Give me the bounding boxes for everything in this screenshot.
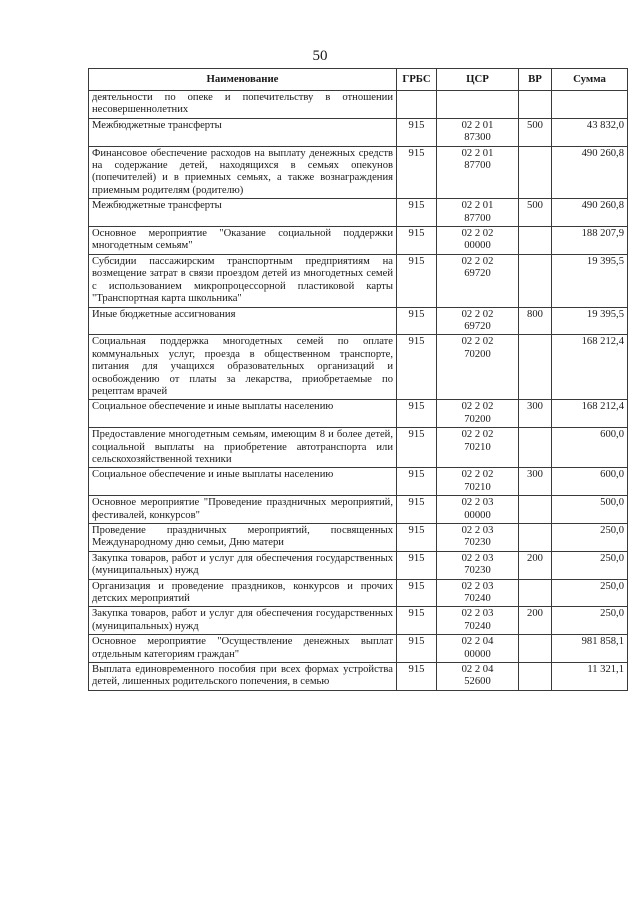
csr-code-part: 02 2 01	[461, 147, 494, 159]
table-row	[89, 496, 628, 524]
csr-code-part: 02 2 02	[461, 469, 494, 481]
cell-csr	[437, 91, 519, 119]
cell-csr	[437, 199, 519, 227]
cell-name: Проведение праздничных мероприятий, посвященных Международному дню семьи, Дню матери	[89, 524, 397, 552]
table-row	[89, 335, 628, 400]
cell-grbs: 915	[397, 635, 437, 663]
cell-sum: 168 212,4	[552, 400, 628, 428]
cell-sum: 250,0	[552, 524, 628, 552]
header-sum: Сумма	[552, 69, 628, 91]
table-row	[89, 468, 628, 496]
csr-code-part: 00000	[464, 509, 491, 521]
cell-grbs: 915	[397, 496, 437, 524]
csr-code-part: 70200	[464, 413, 491, 425]
cell-csr	[437, 551, 519, 579]
cell-csr	[437, 307, 519, 335]
cell-csr	[437, 579, 519, 607]
table-row	[89, 400, 628, 428]
cell-grbs	[397, 91, 437, 119]
cell-vr	[519, 428, 552, 468]
csr-code-part: 02 2 01	[461, 200, 494, 212]
cell-csr	[437, 400, 519, 428]
csr-code-part: 02 2 02	[461, 228, 494, 240]
cell-grbs: 915	[397, 400, 437, 428]
cell-csr	[437, 254, 519, 307]
csr-code-part: 02 2 03	[461, 497, 494, 509]
cell-name: Основное мероприятие "Проведение праздничных мероприятий, фестивалей, конкурсов"	[89, 496, 397, 524]
cell-csr	[437, 428, 519, 468]
cell-csr	[437, 496, 519, 524]
csr-code-part: 70230	[464, 565, 491, 577]
cell-sum: 250,0	[552, 551, 628, 579]
cell-grbs: 915	[397, 551, 437, 579]
table-row	[89, 635, 628, 663]
csr-code-part: 00000	[464, 240, 491, 252]
table-row	[89, 663, 628, 691]
cell-name: Межбюджетные трансферты	[89, 199, 397, 227]
header-grbs: ГРБС	[397, 69, 437, 91]
csr-code-part: 87700	[464, 212, 491, 224]
csr-code-part: 02 2 02	[461, 336, 494, 348]
cell-sum: 981 858,1	[552, 635, 628, 663]
cell-csr	[437, 118, 519, 146]
cell-name: Межбюджетные трансферты	[89, 118, 397, 146]
csr-code-part: 70240	[464, 620, 491, 632]
csr-code-part: 02 2 04	[461, 636, 494, 648]
cell-csr	[437, 635, 519, 663]
cell-name: Субсидии пассажирским транспортным предприятиям на возмещение затрат в связи проездом детей из многодетных семей с использованием микропроцессорной пластиковой карты "Транспортная карта школьника"	[89, 254, 397, 307]
cell-vr	[519, 91, 552, 119]
cell-vr	[519, 254, 552, 307]
cell-name: Социальное обеспечение и иные выплаты населению	[89, 400, 397, 428]
cell-vr: 500	[519, 118, 552, 146]
cell-sum: 600,0	[552, 428, 628, 468]
cell-grbs: 915	[397, 118, 437, 146]
table-row	[89, 307, 628, 335]
cell-vr: 800	[519, 307, 552, 335]
cell-sum: 43 832,0	[552, 118, 628, 146]
cell-name: Основное мероприятие "Оказание социальной поддержки многодетным семьям"	[89, 227, 397, 255]
cell-name: Организация и проведение праздников, конкурсов и прочих детских мероприятий	[89, 579, 397, 607]
table-row	[89, 227, 628, 255]
cell-name: Предоставление многодетным семьям, имеющим 8 и более детей, социальной выплаты на приобретение автотранспорта или сельскохозяйственной техники	[89, 428, 397, 468]
cell-name: Социальная поддержка многодетных семей по оплате коммунальных услуг, проезда в общественном транспорте, питания для учащихся образовательных организаций и освобождению от платы за лекарства, приобретаемые по рецептам врачей	[89, 335, 397, 400]
cell-vr: 500	[519, 199, 552, 227]
cell-sum: 250,0	[552, 579, 628, 607]
cell-name: Основное мероприятие "Осуществление денежных выплат отдельным категориям граждан"	[89, 635, 397, 663]
header-csr: ЦСР	[437, 69, 519, 91]
csr-code-part: 70200	[464, 348, 491, 360]
csr-code-part: 02 2 03	[461, 580, 494, 592]
cell-sum: 490 260,8	[552, 199, 628, 227]
cell-grbs: 915	[397, 607, 437, 635]
cell-grbs: 915	[397, 335, 437, 400]
csr-code-part: 02 2 02	[461, 255, 494, 267]
table-row	[89, 579, 628, 607]
cell-sum: 19 395,5	[552, 307, 628, 335]
cell-sum: 19 395,5	[552, 254, 628, 307]
csr-code-part: 02 2 02	[461, 401, 494, 413]
cell-vr: 300	[519, 468, 552, 496]
cell-vr	[519, 663, 552, 691]
cell-sum: 188 207,9	[552, 227, 628, 255]
csr-code-part: 70230	[464, 537, 491, 549]
csr-code-part: 02 2 03	[461, 608, 494, 620]
csr-code-part: 02 2 03	[461, 552, 494, 564]
cell-vr: 300	[519, 400, 552, 428]
csr-code-part: 69720	[464, 320, 491, 332]
cell-vr	[519, 146, 552, 199]
cell-name: Закупка товаров, работ и услуг для обеспечения государственных (муниципальных) нужд	[89, 607, 397, 635]
csr-code-part: 02 2 01	[461, 119, 494, 131]
cell-vr: 200	[519, 607, 552, 635]
cell-grbs: 915	[397, 579, 437, 607]
cell-grbs: 915	[397, 524, 437, 552]
header-vr: ВР	[519, 69, 552, 91]
csr-code-part: 00000	[464, 648, 491, 660]
csr-code-part: 52600	[464, 676, 491, 688]
csr-code-part: 02 2 04	[461, 664, 494, 676]
csr-code-part: 87700	[464, 160, 491, 172]
cell-grbs: 915	[397, 254, 437, 307]
table-row	[89, 146, 628, 199]
table-row	[89, 607, 628, 635]
table-row	[89, 428, 628, 468]
cell-name: Финансовое обеспечение расходов на выплату денежных средств на содержание детей, находящихся в семьях опекунов (попечителей) и в приемных семьях, а также вознаграждения приемным родителям (родителю)	[89, 146, 397, 199]
csr-code-part: 02 2 02	[461, 308, 494, 320]
cell-vr	[519, 496, 552, 524]
cell-grbs: 915	[397, 307, 437, 335]
cell-name: Закупка товаров, работ и услуг для обеспечения государственных (муниципальных) нужд	[89, 551, 397, 579]
csr-code-part: 87300	[464, 132, 491, 144]
cell-sum: 490 260,8	[552, 146, 628, 199]
cell-sum: 168 212,4	[552, 335, 628, 400]
cell-vr	[519, 335, 552, 400]
cell-name: Выплата единовременного пособия при всех формах устройства детей, лишенных родительского попечения, в семью	[89, 663, 397, 691]
cell-grbs: 915	[397, 663, 437, 691]
cell-sum	[552, 91, 628, 119]
cell-sum: 500,0	[552, 496, 628, 524]
csr-code-part: 02 2 02	[461, 429, 494, 441]
cell-vr	[519, 227, 552, 255]
cell-sum: 250,0	[552, 607, 628, 635]
cell-vr	[519, 524, 552, 552]
cell-grbs: 915	[397, 227, 437, 255]
cell-grbs: 915	[397, 428, 437, 468]
cell-name: Социальное обеспечение и иные выплаты населению	[89, 468, 397, 496]
cell-csr	[437, 663, 519, 691]
cell-csr	[437, 524, 519, 552]
csr-code-part: 70210	[464, 481, 491, 493]
cell-csr	[437, 468, 519, 496]
header-name: Наименование	[89, 69, 397, 91]
cell-vr	[519, 579, 552, 607]
table-row	[89, 524, 628, 552]
cell-sum: 600,0	[552, 468, 628, 496]
cell-vr: 200	[519, 551, 552, 579]
table-row	[89, 551, 628, 579]
csr-code-part: 69720	[464, 268, 491, 280]
cell-grbs: 915	[397, 146, 437, 199]
table-row	[89, 118, 628, 146]
cell-csr	[437, 146, 519, 199]
csr-code-part: 02 2 03	[461, 525, 494, 536]
cell-grbs: 915	[397, 199, 437, 227]
cell-grbs: 915	[397, 468, 437, 496]
cell-csr	[437, 335, 519, 400]
csr-code-part: 70210	[464, 441, 491, 453]
cell-sum: 11 321,1	[552, 663, 628, 691]
cell-name: Иные бюджетные ассигнования	[89, 307, 397, 335]
page-number: 50	[312, 48, 328, 64]
csr-code-part: 70240	[464, 593, 491, 605]
cell-name: деятельности по опеке и попечительству в отношении несовершеннолетних	[89, 91, 397, 119]
table-row	[89, 91, 628, 119]
cell-vr	[519, 635, 552, 663]
table-header-row	[89, 69, 628, 91]
cell-csr	[437, 227, 519, 255]
cell-csr	[437, 607, 519, 635]
table-row	[89, 254, 628, 307]
budget-table	[88, 68, 628, 691]
table-row	[89, 199, 628, 227]
